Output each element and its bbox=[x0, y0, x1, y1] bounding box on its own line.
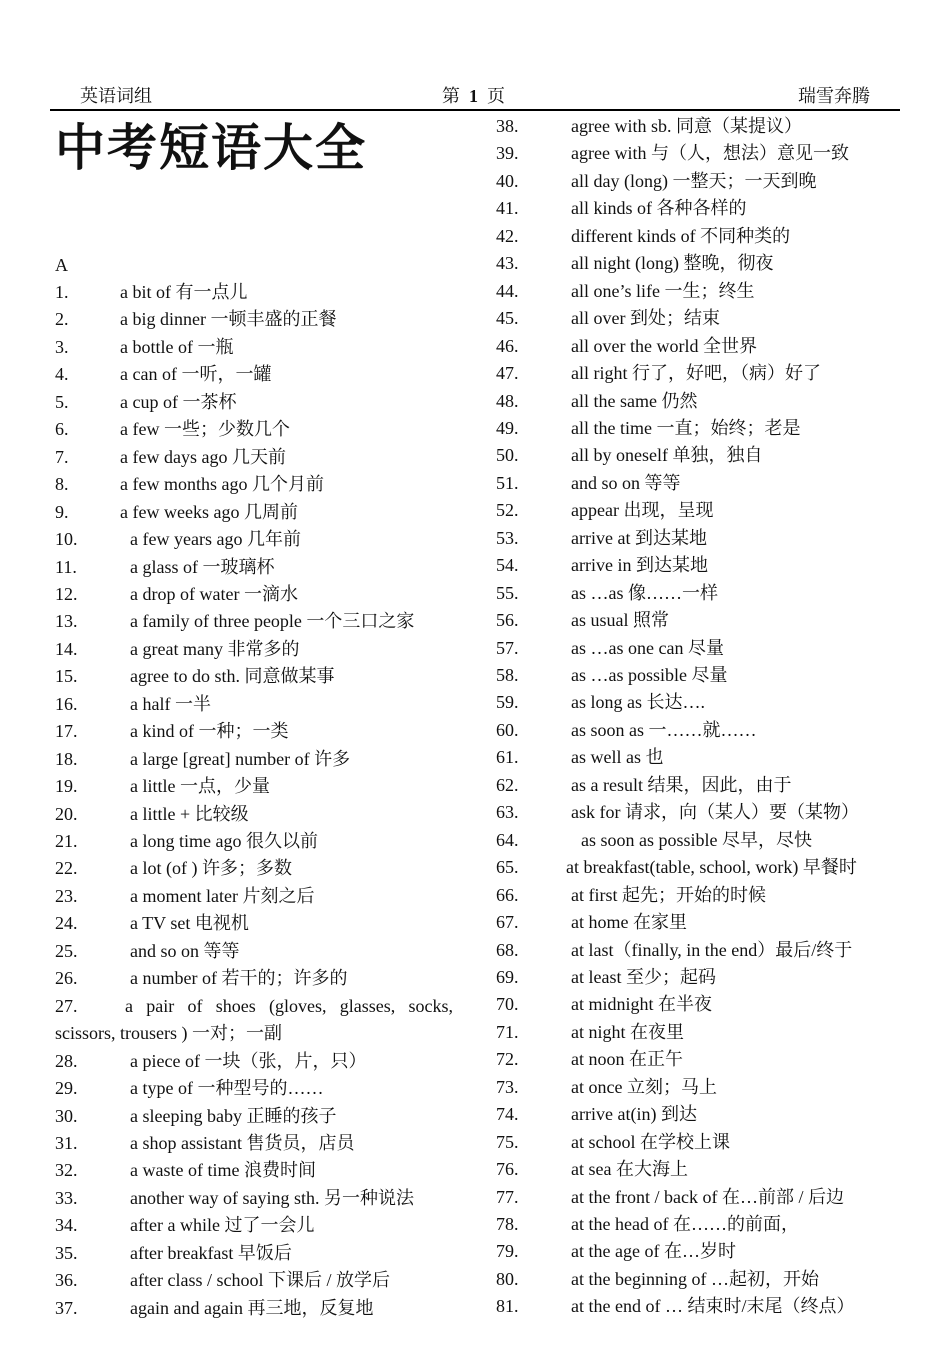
item-number: 64. bbox=[496, 829, 519, 850]
item-number: 47. bbox=[496, 363, 519, 384]
item-number: 10. bbox=[55, 529, 78, 550]
item-text: a family of three people 一个三口之家 bbox=[130, 611, 415, 632]
item-number: 61. bbox=[496, 747, 519, 768]
item-text: as soon as 一……就…… bbox=[571, 719, 757, 740]
item-number: 24. bbox=[55, 913, 78, 934]
item-number: 81. bbox=[496, 1296, 519, 1317]
item-text: at last（finally, in the end）最后/终于 bbox=[571, 939, 853, 960]
item-text: all by oneself 单独，独自 bbox=[571, 445, 763, 466]
item-number: 27. bbox=[55, 995, 78, 1016]
item-text: a shop assistant 售货员，店员 bbox=[130, 1132, 355, 1153]
item-text: at the end of … 结束时/末尾（终点） bbox=[571, 1296, 855, 1317]
page-prefix: 第 bbox=[442, 86, 460, 106]
item-number: 11. bbox=[55, 556, 77, 577]
item-number: 22. bbox=[55, 858, 78, 879]
item-number: 42. bbox=[496, 225, 519, 246]
item-text: at least 至少；起码 bbox=[571, 966, 716, 987]
item-text: as soon as possible 尽早，尽快 bbox=[581, 829, 812, 850]
item-text: a little 一点，少量 bbox=[130, 776, 270, 797]
item-number: 29. bbox=[55, 1078, 78, 1099]
item-number: 71. bbox=[496, 1021, 519, 1042]
item-text: at noon 在正午 bbox=[571, 1049, 683, 1070]
item-text: a bottle of 一瓶 bbox=[120, 336, 234, 357]
item-number: 20. bbox=[55, 803, 78, 824]
header-right: 瑞雪奔腾 bbox=[798, 86, 870, 106]
item-number: 16. bbox=[55, 693, 78, 714]
item-text: scissors, trousers ) 一对；一副 bbox=[55, 1023, 282, 1044]
item-number: 32. bbox=[55, 1160, 78, 1181]
item-number: 73. bbox=[496, 1076, 519, 1097]
item-number: 12. bbox=[55, 583, 78, 604]
page-suffix: 页 bbox=[487, 86, 505, 106]
item-text: again and again 再三地，反复地 bbox=[130, 1297, 374, 1318]
item-number: 35. bbox=[55, 1242, 78, 1263]
item-text: a long time ago 很久以前 bbox=[130, 831, 318, 851]
item-text: a lot (of ) 许多；多数 bbox=[130, 858, 292, 879]
item-text: and so on 等等 bbox=[130, 940, 240, 961]
item-number: 25. bbox=[55, 940, 78, 961]
item-text: at first 起先；开始的时候 bbox=[571, 884, 766, 905]
item-text: a large [great] number of 许多 bbox=[130, 748, 351, 769]
item-text: all one’s life 一生；终生 bbox=[571, 280, 755, 301]
item-text: as a result 结果，因此，由于 bbox=[571, 774, 792, 795]
item-number: 46. bbox=[496, 335, 519, 356]
item-number: 69. bbox=[496, 966, 519, 987]
item-text: a little + 比较级 bbox=[130, 803, 249, 824]
item-number: 68. bbox=[496, 939, 519, 960]
item-text: a type of 一种型号的…… bbox=[130, 1078, 324, 1099]
item-number: 72. bbox=[496, 1049, 519, 1070]
item-number: 49. bbox=[496, 417, 519, 438]
item-text: at school 在学校上课 bbox=[571, 1131, 730, 1152]
item-text: all over 到处；结束 bbox=[571, 308, 720, 329]
item-text: all night (long) 整晚，彻夜 bbox=[571, 253, 774, 274]
item-number: 23. bbox=[55, 885, 78, 906]
item-text: a big dinner 一顿丰盛的正餐 bbox=[120, 309, 337, 330]
item-number: 14. bbox=[55, 638, 78, 659]
item-text: after class / school 下课后 / 放学后 bbox=[130, 1270, 390, 1291]
header-left: 英语词组 bbox=[80, 86, 152, 106]
item-number: 52. bbox=[496, 500, 519, 521]
item-text: all the same 仍然 bbox=[571, 390, 698, 411]
item-text: a can of 一听，一罐 bbox=[120, 364, 272, 385]
item-text: as long as 长达…. bbox=[571, 692, 705, 713]
item-number: 37. bbox=[55, 1297, 78, 1318]
item-number: 54. bbox=[496, 555, 519, 576]
item-number: 70. bbox=[496, 994, 519, 1015]
item-text: at the front / back of 在…前部 / 后边 bbox=[571, 1186, 844, 1207]
section-letter: A bbox=[55, 255, 68, 275]
item-text: a TV set 电视机 bbox=[130, 913, 249, 934]
item-number: 66. bbox=[496, 884, 519, 905]
item-text: a bit of 有一点儿 bbox=[120, 282, 248, 302]
item-text: at home 在家里 bbox=[571, 912, 687, 933]
page-number bbox=[442, 82, 505, 108]
item-number: 34. bbox=[55, 1215, 78, 1236]
item-number: 59. bbox=[496, 692, 519, 713]
item-text: a kind of 一种；一类 bbox=[130, 721, 289, 742]
item-number: 62. bbox=[496, 774, 519, 795]
item-number: 18. bbox=[55, 748, 78, 769]
item-text: arrive at 到达某地 bbox=[571, 527, 707, 548]
item-text: a few months ago 几个月前 bbox=[120, 474, 324, 495]
item-text: a few weeks ago 几周前 bbox=[120, 501, 298, 522]
item-number: 30. bbox=[55, 1105, 78, 1126]
item-text: agree with sb. 同意（某提议） bbox=[571, 116, 802, 136]
item-number: 28. bbox=[55, 1050, 78, 1071]
item-number: 13. bbox=[55, 611, 78, 632]
item-text: as well as 也 bbox=[571, 747, 664, 768]
item-text: a drop of water 一滴水 bbox=[130, 583, 298, 604]
item-number: 21. bbox=[55, 831, 78, 851]
item-text: a few years ago 几年前 bbox=[130, 529, 301, 550]
item-text: a few days ago 几天前 bbox=[120, 446, 286, 467]
item-number: 67. bbox=[496, 912, 519, 933]
item-text: as …as 像……一样 bbox=[571, 582, 718, 603]
item-text: agree to do sth. 同意做某事 bbox=[130, 666, 335, 687]
item-text: a half 一半 bbox=[130, 693, 211, 714]
item-number: 74. bbox=[496, 1104, 519, 1125]
item-number: 55. bbox=[496, 582, 519, 603]
document-title: 中考短语大全 bbox=[55, 119, 367, 177]
item-text: another way of saying sth. 另一种说法 bbox=[130, 1187, 414, 1208]
item-number: 76. bbox=[496, 1159, 519, 1180]
item-number: 50. bbox=[496, 445, 519, 466]
item-text: a waste of time 浪费时间 bbox=[130, 1160, 316, 1181]
item-text: at night 在夜里 bbox=[571, 1021, 684, 1042]
item-number: 44. bbox=[496, 280, 519, 301]
item-number: 9. bbox=[55, 501, 69, 522]
item-text: and so on 等等 bbox=[571, 472, 681, 493]
item-text: as usual 照常 bbox=[571, 610, 669, 631]
item-text: after a while 过了一会儿 bbox=[130, 1215, 315, 1236]
item-text: as …as possible 尽量 bbox=[571, 665, 728, 685]
item-number: 43. bbox=[496, 253, 519, 274]
item-text: agree with 与（人，想法）意见一致 bbox=[571, 143, 849, 164]
item-number: 45. bbox=[496, 308, 519, 329]
item-text: at sea 在大海上 bbox=[571, 1159, 688, 1180]
page-number-value: 1 bbox=[469, 86, 478, 106]
item-number: 41. bbox=[496, 198, 519, 219]
item-text: a number of 若干的；许多的 bbox=[130, 968, 348, 989]
item-number: 48. bbox=[496, 390, 519, 411]
item-text: arrive at(in) 到达 bbox=[571, 1104, 697, 1125]
item-text: as …as one can 尽量 bbox=[571, 637, 724, 658]
item-text: all right 行了，好吧，（病）好了 bbox=[571, 363, 821, 384]
item-text: arrive in 到达某地 bbox=[571, 555, 708, 576]
item-number: 60. bbox=[496, 719, 519, 740]
page-header bbox=[50, 82, 900, 111]
item-number: 78. bbox=[496, 1214, 519, 1234]
item-text: a moment later 片刻之后 bbox=[130, 885, 315, 906]
item-text: a few 一些；少数几个 bbox=[120, 419, 290, 440]
item-number: 2. bbox=[55, 309, 69, 330]
item-number: 53. bbox=[496, 527, 519, 548]
item-number: 65. bbox=[496, 857, 519, 878]
item-number: 58. bbox=[496, 665, 519, 685]
item-text: at the head of 在……的前面， bbox=[571, 1214, 799, 1234]
item-number: 17. bbox=[55, 721, 78, 742]
item-text: appear 出现，呈现 bbox=[571, 500, 714, 521]
item-number: 56. bbox=[496, 610, 519, 631]
item-number: 31. bbox=[55, 1132, 78, 1153]
item-text: different kinds of 不同种类的 bbox=[571, 225, 791, 246]
item-number: 79. bbox=[496, 1241, 519, 1262]
item-text: after breakfast 早饭后 bbox=[130, 1242, 292, 1263]
item-text: at midnight 在半夜 bbox=[571, 994, 712, 1015]
item-text: all kinds of 各种各样的 bbox=[571, 198, 747, 219]
item-number: 80. bbox=[496, 1268, 519, 1289]
item-number: 77. bbox=[496, 1186, 519, 1207]
item-number: 8. bbox=[55, 474, 69, 495]
item-number: 15. bbox=[55, 666, 78, 687]
item-text: a cup of 一茶杯 bbox=[120, 391, 237, 412]
item-number: 6. bbox=[55, 419, 69, 440]
item-number: 4. bbox=[55, 364, 69, 385]
item-text: a piece of 一块（张，片，只） bbox=[130, 1050, 367, 1071]
item-number: 1. bbox=[55, 282, 69, 302]
item-number: 40. bbox=[496, 170, 519, 191]
item-text: a pair of shoes (gloves, glasses, socks, bbox=[125, 995, 453, 1016]
item-text: at the beginning of …起初，开始 bbox=[571, 1268, 819, 1289]
item-text: a glass of 一玻璃杯 bbox=[130, 556, 275, 577]
item-number: 38. bbox=[496, 116, 519, 136]
item-number: 51. bbox=[496, 472, 519, 493]
item-text: a great many 非常多的 bbox=[130, 638, 300, 659]
item-number: 3. bbox=[55, 336, 69, 357]
item-text: at breakfast(table, school, work) 早餐时 bbox=[566, 857, 857, 878]
item-number: 63. bbox=[496, 802, 519, 823]
item-text: ask for 请求，向（某人）要（某物） bbox=[571, 802, 859, 823]
item-number: 33. bbox=[55, 1187, 78, 1208]
item-text: all the time 一直；始终；老是 bbox=[571, 417, 801, 438]
item-number: 57. bbox=[496, 637, 519, 658]
item-number: 7. bbox=[55, 446, 69, 467]
item-text: at once 立刻；马上 bbox=[571, 1076, 717, 1097]
item-number: 36. bbox=[55, 1270, 78, 1291]
item-number: 5. bbox=[55, 391, 69, 412]
item-text: all over the world 全世界 bbox=[571, 335, 757, 356]
item-text: all day (long) 一整天；一天到晚 bbox=[571, 170, 817, 191]
item-number: 26. bbox=[55, 968, 78, 989]
item-number: 19. bbox=[55, 776, 78, 797]
item-text: a sleeping baby 正睡的孩子 bbox=[130, 1105, 337, 1126]
item-number: 75. bbox=[496, 1131, 519, 1152]
item-text: at the age of 在…岁时 bbox=[571, 1241, 736, 1262]
item-number: 39. bbox=[496, 143, 519, 164]
